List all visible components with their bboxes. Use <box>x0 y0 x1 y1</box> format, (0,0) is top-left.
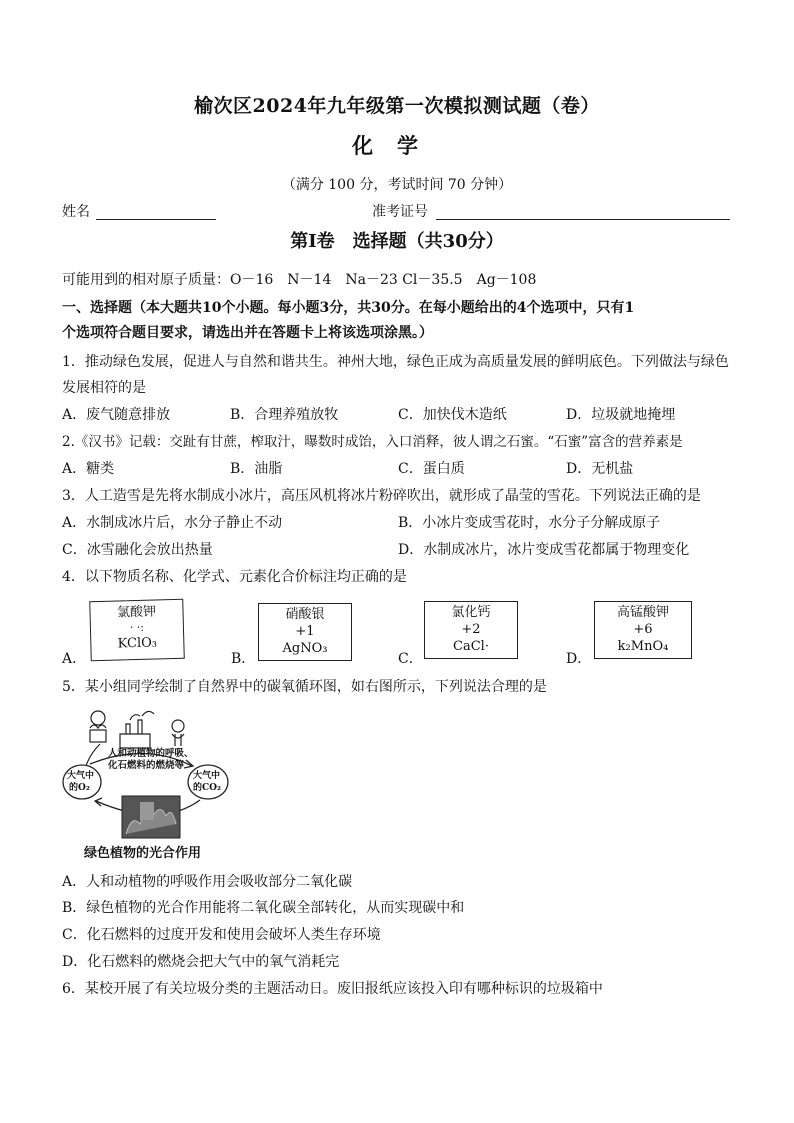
q4-option-b-letter: B． <box>231 651 256 667</box>
q5-option-d: D．化石燃料的燃烧会把大气中的氧气消耗完 <box>62 954 340 970</box>
o2-label-line1: 大气中 <box>67 771 95 781</box>
instructions-line2: 个选项符合题目要求，请选出并在答题卡上将该选项涂黑。） <box>62 325 433 341</box>
q4-option-c-formula: CaCl· <box>453 639 489 654</box>
figure-caption: 绿色植物的光合作用 <box>84 846 202 861</box>
q1-stem-line1: 1．推动绿色发展，促进人与自然和谐共生。神州大地，绿色正成为高质量发展的鲜明底色。下列做法与绿色 <box>62 354 729 370</box>
q4-option-d-letter: D． <box>566 651 592 667</box>
subject-title: 化学 <box>352 133 442 158</box>
q4-stem: 4．以下物质名称、化学式、元素化合价标注均正确的是 <box>62 569 407 585</box>
q3-option-a: A．水制成冰片后，水分子静止不动 <box>62 515 283 531</box>
q2-option-b: B．油脂 <box>230 461 283 477</box>
carbon-oxygen-cycle-figure <box>60 704 250 864</box>
q4-option-a-card <box>89 599 185 661</box>
q6-stem: 6．某校开展了有关垃圾分类的主题活动日。废旧报纸应该投入印有哪种标识的垃圾箱中 <box>62 981 603 997</box>
q4-option-d-formula: k₂MnO₄ <box>617 639 669 654</box>
q5-option-b: B．绿色植物的光合作用能将二氧化碳全部转化，从而实现碳中和 <box>62 900 465 916</box>
q4-option-a-letter: A． <box>62 651 87 667</box>
q3-stem: 3．人工造雪是先将水制成小冰片，高压风机将冰片粉碎吹出，就形成了晶莹的雪花。下列说法正确的是 <box>62 488 701 504</box>
section-title: 第Ⅰ卷 选择题（共30分） <box>290 231 504 252</box>
q4-option-a-formula: KClO₃ <box>117 635 158 652</box>
instructions-line1: 一、选择题（本大题共10个小题。每小题3分，共30分。在每小题给出的4个选项中，只有1 <box>62 300 635 316</box>
smoke-cloud-icon <box>91 711 105 725</box>
q4-option-b-formula: AgNO₃ <box>282 641 328 656</box>
arrow-label-line1: 人和动植物的呼吸、 <box>108 748 194 759</box>
q4-option-d-name: 高锰酸钾 <box>616 605 669 620</box>
q4-option-d-valence: +6 <box>633 622 653 637</box>
atomic-masses: 可能用到的相对原子质量：O－16 N－14 Na－23 Cl－35.5 Ag－108 <box>62 272 537 288</box>
q4-option-c-letter: C． <box>398 651 423 667</box>
q3-option-b: B．小冰片变成雪花时，水分子分解成原子 <box>398 515 661 531</box>
q5-option-a: A．人和动植物的呼吸作用会吸收部分二氧化碳 <box>62 874 353 890</box>
q3-option-d: D．水制成冰片，冰片变成雪花都属于物理变化 <box>398 542 690 558</box>
q1-option-b: B．合理养殖放牧 <box>230 407 339 423</box>
exam-note: （满分 100 分，考试时间 70 分钟） <box>281 177 513 193</box>
q4-option-c-card <box>424 601 518 659</box>
q4-option-d-card <box>594 601 692 659</box>
co2-label-line2: 的CO₂ <box>193 783 221 793</box>
q1-option-d: D．垃圾就地掩埋 <box>566 407 676 423</box>
exam-id-field-line <box>436 218 730 220</box>
o2-label-line2: 的O₂ <box>69 783 90 793</box>
q1-option-a: A．废气随意排放 <box>62 407 171 423</box>
q5-stem: 5．某小组同学绘制了自然界中的碳氧循环图，如右图所示，下列说法合理的是 <box>62 679 547 695</box>
q4-option-a-valence: · ·: <box>129 620 145 635</box>
q4-option-b-card <box>258 603 352 661</box>
q5-option-c: C．化石燃料的过度开发和使用会破坏人类生存环境 <box>62 927 381 943</box>
co2-label-line1: 大气中 <box>193 771 221 781</box>
q4-option-c-valence: +2 <box>461 622 481 637</box>
q1-option-c: C．加快伐木造纸 <box>398 407 507 423</box>
q3-option-c: C．冰雪融化会放出热量 <box>62 542 213 558</box>
exam-title: 榆次区2024年九年级第一次模拟测试题（卷） <box>194 95 600 117</box>
q2-option-c: C．蛋白质 <box>398 461 465 477</box>
q4-option-b-valence: +1 <box>295 624 315 639</box>
name-field-line <box>96 218 216 220</box>
q1-stem-line2: 发展相符的是 <box>62 380 146 396</box>
q4-option-a-name: 氯酸钾 <box>116 604 157 621</box>
name-label: 姓名 <box>62 204 90 220</box>
exam-id-label: 准考证号 <box>372 204 428 220</box>
q2-stem: 2.《汉书》记载：交趾有甘蔗，榨取汁，曝数时成饴，入口消释，彼人谓之石蜜。“石蜜”富含的营养素是 <box>62 434 683 450</box>
q2-option-a: A．糖类 <box>62 461 115 477</box>
q4-option-c-name: 氯化钙 <box>451 605 491 620</box>
q2-option-d: D．无机盐 <box>566 461 634 477</box>
q4-option-b-name: 硝酸银 <box>285 607 325 622</box>
arrow-label-line2: 化石燃料的燃烧等 <box>108 760 185 771</box>
